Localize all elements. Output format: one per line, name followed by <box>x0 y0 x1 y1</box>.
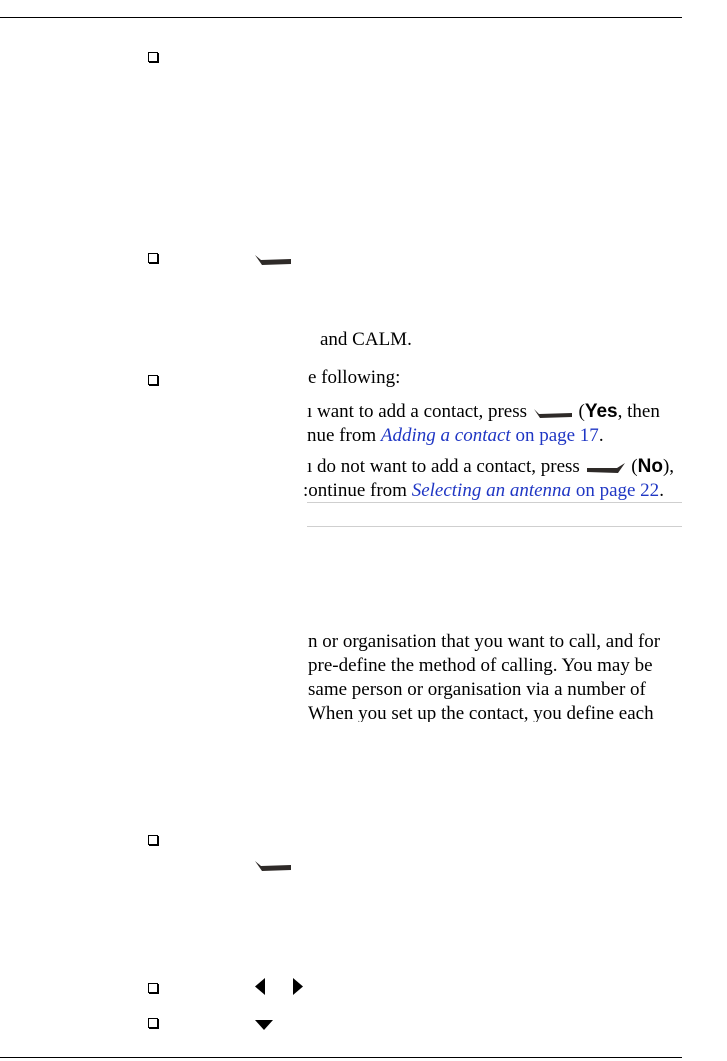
following-text: e following: <box>308 367 401 388</box>
selecting-antenna-link[interactable]: Selecting an antenna <box>411 480 572 501</box>
softkey-right-icon <box>585 461 627 475</box>
option-yes-line2: nue from Adding a contact on page 17. <box>307 425 604 446</box>
arrow-right-icon <box>292 978 304 995</box>
section-divider <box>307 526 682 527</box>
checkbox-bullet-icon <box>148 253 158 263</box>
option-yes-text: ı want to add a contact, press <box>307 401 528 422</box>
section-divider <box>307 502 682 503</box>
softkey-left-icon <box>253 856 293 874</box>
softkey-yes-label: Yes <box>584 401 618 422</box>
option-no-text: ı do not want to add a contact, press <box>307 456 580 477</box>
option-yes-line1: ı want to add a contact, press (Yes, then <box>307 401 660 422</box>
paragraph-line: When you set up the contact, you define each <box>308 703 654 722</box>
adding-contact-link[interactable]: Adding a contact <box>380 425 511 446</box>
contacts-paragraph <box>308 630 688 722</box>
checkbox-bullet-icon <box>148 52 158 62</box>
checkbox-bullet-icon <box>148 1018 158 1028</box>
paragraph-line: n or organisation that you want to call, and for <box>308 631 661 652</box>
softkey-left-icon <box>253 250 293 268</box>
paragraph-line: pre-define the method of calling. You may be <box>308 655 653 676</box>
arrow-down-icon <box>255 1020 273 1031</box>
option-no-line2: :ontinue from Selecting an antenna on page 22. <box>303 480 664 501</box>
softkey-left-icon <box>532 406 574 420</box>
checkbox-bullet-icon <box>148 983 158 993</box>
body-text-calm: and CALM. <box>320 329 412 350</box>
arrow-left-icon <box>254 978 266 995</box>
bottom-rule <box>0 1057 682 1058</box>
paragraph-line: same person or organisation via a number of <box>308 679 646 700</box>
softkey-no-label: No <box>637 456 663 477</box>
checkbox-bullet-icon <box>148 375 158 385</box>
selecting-antenna-page-link[interactable]: on page 22 <box>575 480 660 501</box>
top-rule <box>0 17 682 18</box>
checkbox-bullet-icon <box>148 835 158 845</box>
adding-contact-page-link[interactable]: on page 17 <box>515 425 599 446</box>
option-no-line1: ı do not want to add a contact, press (No), <box>307 456 675 477</box>
